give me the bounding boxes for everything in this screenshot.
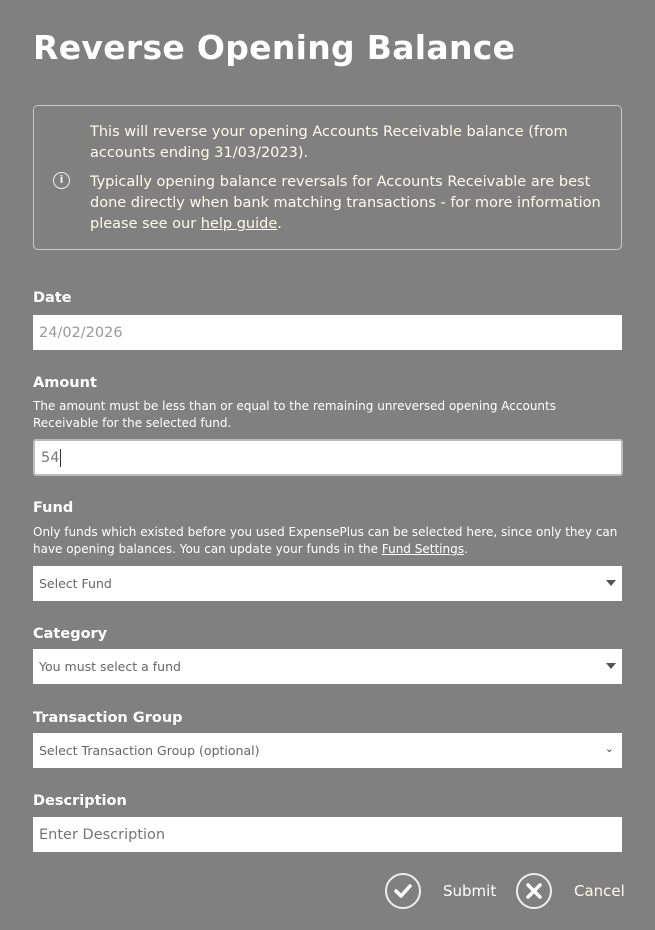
- notice-text: This will reverse your opening Accounts Receivable balance (from accounts ending 31/03/2023).: [90, 124, 568, 161]
- submit-label: Submit: [443, 882, 497, 900]
- fund-hint-text: Only funds which existed before you used ExpensePlus can be selected here, since only they can have opening balances. You can update your funds in the: [33, 525, 618, 556]
- description-input[interactable]: [33, 817, 622, 852]
- fund-settings-link[interactable]: Fund Settings: [381, 542, 464, 556]
- amount-hint: The amount must be less than or equal to the remaining unreversed opening Accounts Receivable for the selected fund.: [33, 399, 556, 430]
- fund-select[interactable]: [33, 566, 622, 601]
- fund-hint: [33, 524, 623, 558]
- info-notice: [33, 105, 622, 250]
- date-input[interactable]: 24/02/2026: [33, 315, 622, 350]
- notice-text-body: Typically opening balance reversals for Accounts Receivable are best done directly when bank matching transactions - for more information please see our: [90, 174, 601, 232]
- amount-input[interactable]: [33, 439, 623, 476]
- cancel-button[interactable]: [516, 873, 625, 909]
- info-icon: i: [53, 172, 70, 189]
- caret-down-icon: [606, 663, 616, 669]
- category-select[interactable]: [33, 649, 622, 684]
- page-title: Reverse Opening Balance: [33, 28, 516, 67]
- cancel-label: Cancel: [574, 882, 625, 900]
- notice-text-2: [90, 172, 610, 235]
- check-icon: [385, 873, 421, 909]
- transaction-group-value: Select Transaction Group (optional): [39, 743, 260, 758]
- amount-label: Amount: [33, 375, 97, 391]
- help-guide-link[interactable]: help guide: [200, 216, 278, 232]
- transaction-group-select[interactable]: [33, 733, 622, 768]
- fund-label: Fund: [33, 500, 74, 516]
- fund-value: Select Fund: [39, 576, 112, 591]
- submit-button[interactable]: [385, 873, 496, 909]
- notice-period: .: [277, 216, 282, 232]
- close-icon: [516, 873, 552, 909]
- caret-down-icon: [606, 580, 616, 586]
- description-label: Description: [33, 793, 127, 809]
- chevron-down-icon: ⌄: [604, 742, 614, 755]
- category-value: You must select a fund: [39, 659, 181, 674]
- fund-hint-period: .: [463, 542, 468, 556]
- category-label: Category: [33, 626, 108, 642]
- transaction-group-label: Transaction Group: [33, 710, 183, 726]
- date-label: Date: [33, 290, 72, 306]
- amount-value: 54: [41, 449, 60, 466]
